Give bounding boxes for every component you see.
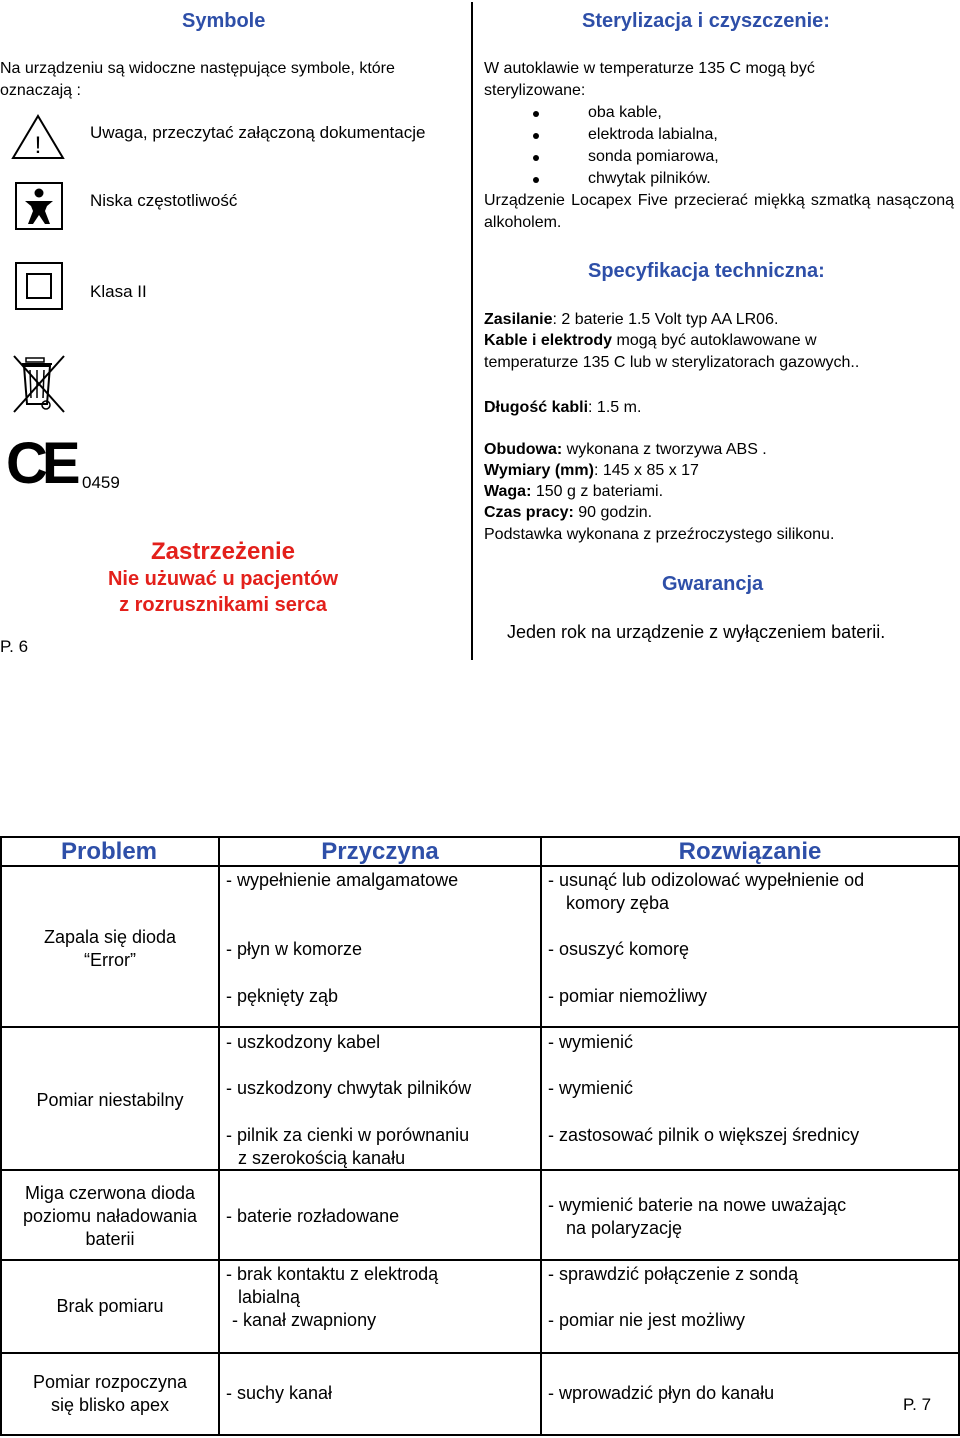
warranty-text: Jeden rok na urządzenie z wyłączeniem baterii.	[507, 622, 886, 642]
table-border	[218, 836, 220, 1436]
problem-cell	[2, 1371, 218, 1417]
list-item: chwytak pilników.	[484, 168, 954, 190]
spec-weight	[484, 481, 663, 502]
solution-text: - wymienić	[548, 1078, 634, 1098]
solution-text: - wymienić baterie na nowe uważając	[548, 1195, 847, 1215]
spec-power-value: : 2 baterie 1.5 Volt typ AA LR06.	[552, 311, 779, 328]
spec-power	[484, 309, 778, 330]
problem-text: “Error”	[84, 950, 136, 970]
symbol-label-class-ii: Klasa II	[90, 282, 147, 301]
class-ii-icon	[15, 262, 63, 310]
spec-length-label: Długość kabli	[484, 399, 589, 416]
table-header-cause: Przyczyna	[321, 838, 439, 865]
ce-number: 0459	[82, 473, 120, 492]
spec-weight-label: Waga:	[484, 483, 532, 500]
list-item: oba kable,	[484, 102, 954, 124]
cause-text: - brak kontaktu z elektrodą	[226, 1264, 439, 1284]
table-border	[540, 836, 542, 1436]
cause-text: - pęknięty ząb	[226, 986, 339, 1006]
list-item: elektroda labialna,	[484, 124, 954, 146]
table-header-solution: Rozwiązanie	[678, 838, 822, 865]
cause-text: - wypełnienie amalgamatowe	[226, 870, 459, 890]
column-divider	[471, 2, 473, 660]
cause-text: - uszkodzony chwytak pilników	[226, 1078, 472, 1098]
cause-text: - kanał zwapniony	[232, 1310, 377, 1330]
problem-text: Zapala się dioda	[43, 927, 177, 947]
spec-length-value: : 1.5 m.	[588, 399, 642, 416]
spec-housing-label: Obudowa:	[484, 441, 563, 458]
solution-text: - wymienić	[548, 1032, 634, 1052]
spec-stand: Podstawka wykonana z przeźroczystego silikonu.	[484, 526, 835, 543]
caution-line-2: z rozrusznikami serca	[119, 594, 327, 616]
warranty-title: Gwarancja	[662, 573, 764, 595]
sterilization-list	[484, 102, 954, 190]
warning-glyph: !	[34, 132, 42, 159]
spec-power-label: Zasilanie	[484, 311, 553, 328]
solution-text: - sprawdzić połączenie z sondą	[548, 1264, 799, 1284]
caution-title: Zastrzeżenie	[150, 538, 296, 565]
table-border	[0, 1026, 960, 1028]
spec-housing-value: wykonana z tworzywa ABS .	[562, 441, 767, 458]
symbols-title: Symbole	[182, 10, 266, 32]
sterilization-intro: W autoklawie w temperaturze 135 C mogą być sterylizowane:	[484, 60, 815, 99]
sterilization-title: Sterylizacja i czyszczenie:	[582, 10, 830, 32]
cause-text: z szerokością kanału	[238, 1148, 406, 1168]
crossed-bin-icon	[8, 352, 68, 416]
spec-dims	[484, 460, 699, 481]
problem-text: się blisko apex	[50, 1395, 170, 1415]
cause-text: - płyn w komorze	[226, 939, 363, 959]
spec-title: Specyfikacja techniczna:	[588, 260, 825, 282]
spec-housing	[484, 439, 767, 460]
spec-time	[484, 502, 652, 523]
solution-text: na polaryzację	[566, 1218, 683, 1238]
spec-cables	[484, 330, 817, 351]
problem-text: Miga czerwona dioda	[24, 1183, 196, 1203]
cause-text: - uszkodzony kabel	[226, 1032, 381, 1052]
bf-body-icon	[15, 182, 63, 230]
solution-text: - osuszyć komorę	[548, 939, 690, 959]
solution-text: komory zęba	[566, 893, 670, 913]
solution-text: - pomiar nie jest możliwy	[548, 1310, 746, 1330]
cause-text: - baterie rozładowane	[226, 1206, 400, 1226]
problem-cell	[2, 1182, 218, 1251]
table-border	[0, 1434, 960, 1436]
page-number-right: P. 7	[903, 1395, 932, 1414]
spec-cables-label: Kable i elektrody	[484, 332, 613, 349]
spec-weight-value: 150 g z bateriami.	[531, 483, 664, 500]
problem-text: baterii	[85, 1229, 135, 1249]
table-border	[0, 1352, 960, 1354]
list-item: sonda pomiarowa,	[484, 146, 954, 168]
symbol-label-warning: Uwaga, przeczytać załączoną dokumentacje	[90, 123, 426, 142]
problem-text: Pomiar rozpoczyna	[32, 1372, 188, 1392]
sterilization-list-container	[484, 102, 954, 190]
spec-cables-line2: temperaturze 135 C lub w sterylizatorach gazowych..	[484, 354, 860, 371]
spec-time-label: Czas pracy:	[484, 504, 574, 521]
symbols-intro: Na urządzeniu są widoczne następujące symbole, które oznaczają :	[0, 60, 395, 99]
solution-text: - pomiar niemożliwy	[548, 986, 708, 1006]
solution-text: - zastosować pilnik o większej średnicy	[548, 1125, 860, 1145]
cause-text: labialną	[238, 1287, 301, 1307]
solution-text: - wprowadzić płyn do kanału	[548, 1383, 775, 1403]
problem-cell	[2, 926, 218, 972]
ce-mark-icon: CE	[6, 431, 75, 496]
table-border	[0, 1169, 960, 1171]
spec-length	[484, 397, 641, 418]
table-border	[0, 1259, 960, 1261]
solution-text: - usunąć lub odizolować wypełnienie od	[548, 870, 865, 890]
cause-text: - pilnik za cienki w porównaniu	[226, 1125, 470, 1145]
cause-text: - suchy kanał	[226, 1383, 333, 1403]
spec-dims-label: Wymiary (mm)	[484, 462, 594, 479]
table-header-problem: Problem	[60, 838, 158, 865]
caution-line-1: Nie użuwać u pacjentów	[107, 568, 339, 590]
symbol-label-bf: Niska częstotliwość	[90, 191, 238, 210]
spec-time-value: 90 godzin.	[573, 504, 653, 521]
page-number-left: P. 6	[0, 637, 29, 656]
spec-cables-value: mogą być autoklawowane w	[612, 332, 817, 349]
spec-dims-value: : 145 x 85 x 17	[593, 462, 699, 479]
cleaning-text: Urządzenie Locapex Five przecierać miękką szmatką nasączoną alkoholem.	[484, 192, 954, 231]
problem-text: poziomu naładowania	[22, 1206, 198, 1226]
problem-text: Brak pomiaru	[56, 1296, 164, 1316]
warning-triangle-icon	[10, 113, 66, 161]
problem-text: Pomiar niestabilny	[36, 1090, 184, 1110]
